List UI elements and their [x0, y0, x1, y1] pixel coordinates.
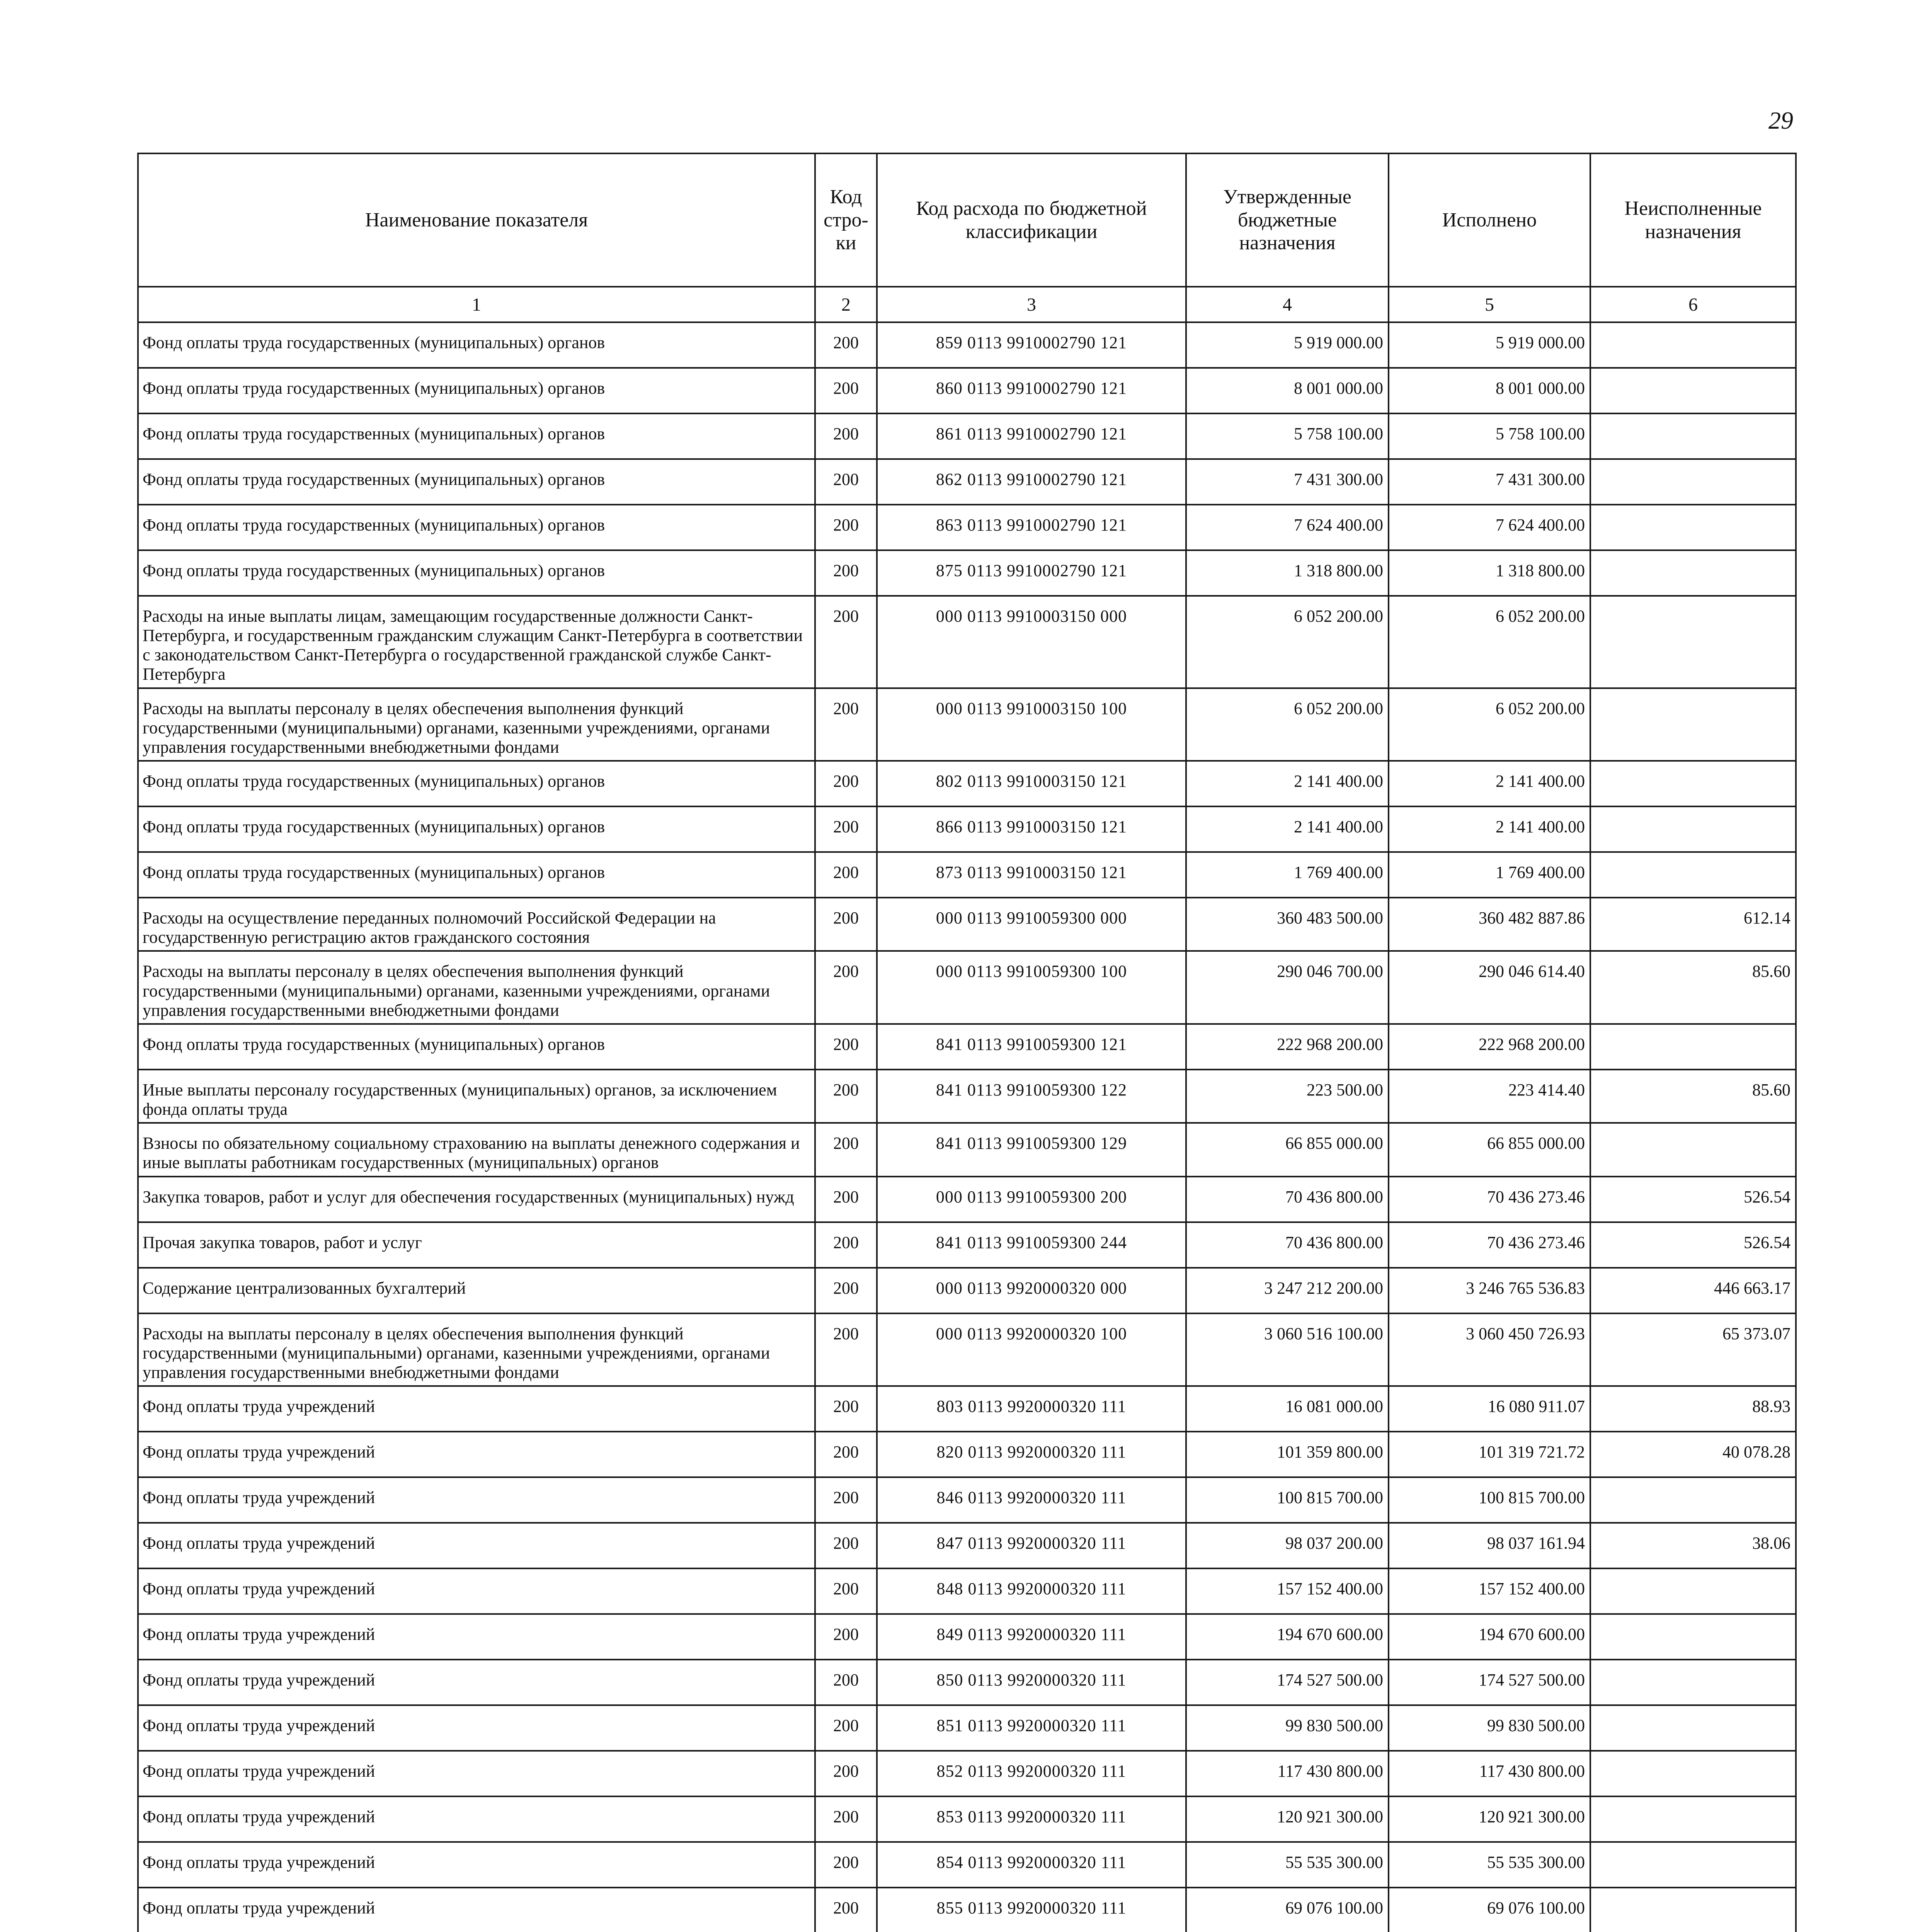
row-name: Фонд оплаты труда государственных (муниципальных) органов [138, 322, 815, 368]
table-row [138, 1796, 1796, 1842]
row-name: Фонд оплаты труда государственных (муниципальных) органов [138, 459, 815, 505]
row-name: Фонд оплаты труда государственных (муниципальных) органов [138, 1024, 815, 1070]
row-unexecuted: 526.54 [1590, 1177, 1796, 1222]
table-row [138, 596, 1796, 688]
row-unexecuted [1590, 550, 1796, 596]
row-approved: 7 431 300.00 [1186, 459, 1389, 505]
table-row [138, 1660, 1796, 1705]
row-approved: 223 500.00 [1186, 1070, 1389, 1123]
row-name: Фонд оплаты труда учреждений [138, 1432, 815, 1477]
table-row [138, 1313, 1796, 1386]
row-executed: 157 152 400.00 [1389, 1568, 1590, 1614]
row-expense-code: 841 0113 9910059300 122 [877, 1070, 1186, 1123]
table-row [138, 806, 1796, 852]
row-expense-code: 846 0113 9920000320 111 [877, 1477, 1186, 1523]
row-executed: 1 769 400.00 [1389, 852, 1590, 898]
row-expense-code: 873 0113 9910003150 121 [877, 852, 1186, 898]
row-unexecuted: 526.54 [1590, 1222, 1796, 1268]
row-line-code: 200 [815, 368, 877, 413]
row-line-code: 200 [815, 1705, 877, 1751]
row-approved: 1 769 400.00 [1186, 852, 1389, 898]
row-unexecuted [1590, 368, 1796, 413]
row-name: Фонд оплаты труда государственных (муниципальных) органов [138, 413, 815, 459]
table-row [138, 1888, 1796, 1932]
row-line-code: 200 [815, 322, 877, 368]
row-line-code: 200 [815, 1070, 877, 1123]
table-row [138, 368, 1796, 413]
row-expense-code: 851 0113 9920000320 111 [877, 1705, 1186, 1751]
table-row [138, 459, 1796, 505]
table-row [138, 1024, 1796, 1070]
row-executed: 101 319 721.72 [1389, 1432, 1590, 1477]
row-executed: 8 001 000.00 [1389, 368, 1590, 413]
row-line-code: 200 [815, 413, 877, 459]
row-expense-code: 000 0113 9920000320 100 [877, 1313, 1186, 1386]
row-line-code: 200 [815, 1024, 877, 1070]
row-line-code: 200 [815, 1177, 877, 1222]
row-name: Расходы на выплаты персоналу в целях обеспечения выполнения функций государственными (муниципальными) органами, казенными учреждениями, органами управления государственными внебюджетными фондами [138, 1313, 815, 1386]
row-name: Содержание централизованных бухгалтерий [138, 1268, 815, 1313]
row-unexecuted [1590, 1660, 1796, 1705]
row-name: Фонд оплаты труда учреждений [138, 1477, 815, 1523]
column-number: 2 [815, 287, 877, 322]
row-unexecuted [1590, 1842, 1796, 1888]
header-expense-code: Код расхода по бюджетной классификации [877, 153, 1186, 287]
row-expense-code: 820 0113 9920000320 111 [877, 1432, 1186, 1477]
row-unexecuted [1590, 852, 1796, 898]
row-approved: 55 535 300.00 [1186, 1842, 1389, 1888]
row-name: Фонд оплаты труда учреждений [138, 1660, 815, 1705]
row-line-code: 200 [815, 1386, 877, 1432]
row-unexecuted: 40 078.28 [1590, 1432, 1796, 1477]
row-line-code: 200 [815, 1842, 877, 1888]
row-line-code: 200 [815, 1796, 877, 1842]
row-expense-code: 854 0113 9920000320 111 [877, 1842, 1186, 1888]
row-executed: 7 431 300.00 [1389, 459, 1590, 505]
row-unexecuted: 85.60 [1590, 951, 1796, 1024]
table-row [138, 898, 1796, 951]
header-executed: Исполнено [1389, 153, 1590, 287]
row-name: Иные выплаты персоналу государственных (муниципальных) органов, за исключением фонда оплаты труда [138, 1070, 815, 1123]
row-name: Расходы на выплаты персоналу в целях обеспечения выполнения функций государственными (муниципальными) органами, казенными учреждениями, органами управления государственными внебюджетными фондами [138, 688, 815, 761]
table-row [138, 1705, 1796, 1751]
row-executed: 5 919 000.00 [1389, 322, 1590, 368]
row-expense-code: 853 0113 9920000320 111 [877, 1796, 1186, 1842]
row-line-code: 200 [815, 1614, 877, 1660]
row-executed: 194 670 600.00 [1389, 1614, 1590, 1660]
row-expense-code: 860 0113 9910002790 121 [877, 368, 1186, 413]
row-executed: 70 436 273.46 [1389, 1177, 1590, 1222]
table-row [138, 1477, 1796, 1523]
column-number: 3 [877, 287, 1186, 322]
row-line-code: 200 [815, 1523, 877, 1568]
row-name: Расходы на иные выплаты лицам, замещающим государственные должности Санкт-Петербурга, и государственным гражданским служащим Санкт-Петербурга в соответствии с законодательством Санкт-Петербурга о государственной гражданской службе Санкт-Петербурга [138, 596, 815, 688]
row-unexecuted: 65 373.07 [1590, 1313, 1796, 1386]
row-approved: 3 247 212 200.00 [1186, 1268, 1389, 1313]
row-expense-code: 850 0113 9920000320 111 [877, 1660, 1186, 1705]
row-approved: 222 968 200.00 [1186, 1024, 1389, 1070]
row-unexecuted: 612.14 [1590, 898, 1796, 951]
table-row [138, 322, 1796, 368]
row-unexecuted [1590, 1024, 1796, 1070]
row-unexecuted [1590, 1705, 1796, 1751]
row-executed: 1 318 800.00 [1389, 550, 1590, 596]
row-expense-code: 802 0113 9910003150 121 [877, 761, 1186, 806]
row-name: Закупка товаров, работ и услуг для обеспечения государственных (муниципальных) нужд [138, 1177, 815, 1222]
row-name: Взносы по обязательному социальному страхованию на выплаты денежного содержания и иные выплаты работникам государственных (муниципальных) органов [138, 1123, 815, 1176]
row-name: Фонд оплаты труда учреждений [138, 1751, 815, 1796]
row-name: Фонд оплаты труда учреждений [138, 1888, 815, 1932]
row-unexecuted [1590, 806, 1796, 852]
row-executed: 69 076 100.00 [1389, 1888, 1590, 1932]
column-number: 6 [1590, 287, 1796, 322]
row-executed: 117 430 800.00 [1389, 1751, 1590, 1796]
row-executed: 16 080 911.07 [1389, 1386, 1590, 1432]
row-name: Фонд оплаты труда учреждений [138, 1614, 815, 1660]
row-approved: 5 758 100.00 [1186, 413, 1389, 459]
row-unexecuted [1590, 1751, 1796, 1796]
column-number: 4 [1186, 287, 1389, 322]
row-expense-code: 841 0113 9910059300 121 [877, 1024, 1186, 1070]
row-approved: 70 436 800.00 [1186, 1222, 1389, 1268]
row-name: Фонд оплаты труда учреждений [138, 1796, 815, 1842]
row-executed: 6 052 200.00 [1389, 688, 1590, 761]
row-line-code: 200 [815, 806, 877, 852]
row-executed: 7 624 400.00 [1389, 505, 1590, 550]
row-expense-code: 859 0113 9910002790 121 [877, 322, 1186, 368]
row-executed: 3 060 450 726.93 [1389, 1313, 1590, 1386]
column-number-row [138, 287, 1796, 322]
row-approved: 7 624 400.00 [1186, 505, 1389, 550]
row-name: Фонд оплаты труда государственных (муниципальных) органов [138, 550, 815, 596]
row-expense-code: 862 0113 9910002790 121 [877, 459, 1186, 505]
table-row [138, 1123, 1796, 1176]
row-approved: 69 076 100.00 [1186, 1888, 1389, 1932]
row-approved: 157 152 400.00 [1186, 1568, 1389, 1614]
row-executed: 360 482 887.86 [1389, 898, 1590, 951]
header-approved: Утвержденные бюджетные назначения [1186, 153, 1389, 287]
row-executed: 223 414.40 [1389, 1070, 1590, 1123]
budget-execution-table [137, 153, 1797, 1932]
table-row [138, 1268, 1796, 1313]
row-unexecuted [1590, 688, 1796, 761]
row-approved: 174 527 500.00 [1186, 1660, 1389, 1705]
row-line-code: 200 [815, 688, 877, 761]
table-row [138, 1842, 1796, 1888]
row-executed: 100 815 700.00 [1389, 1477, 1590, 1523]
row-executed: 2 141 400.00 [1389, 761, 1590, 806]
row-expense-code: 875 0113 9910002790 121 [877, 550, 1186, 596]
row-approved: 101 359 800.00 [1186, 1432, 1389, 1477]
row-name: Фонд оплаты труда учреждений [138, 1705, 815, 1751]
row-line-code: 200 [815, 1568, 877, 1614]
row-line-code: 200 [815, 1751, 877, 1796]
row-approved: 98 037 200.00 [1186, 1523, 1389, 1568]
row-unexecuted: 88.93 [1590, 1386, 1796, 1432]
row-name: Фонд оплаты труда учреждений [138, 1523, 815, 1568]
row-approved: 100 815 700.00 [1186, 1477, 1389, 1523]
row-name: Расходы на осуществление переданных полномочий Российской Федерации на государственную регистрацию актов гражданского состояния [138, 898, 815, 951]
row-line-code: 200 [815, 951, 877, 1024]
header-line-code: Код стро-ки [815, 153, 877, 287]
row-unexecuted [1590, 1477, 1796, 1523]
table-row [138, 1568, 1796, 1614]
row-executed: 290 046 614.40 [1389, 951, 1590, 1024]
row-expense-code: 803 0113 9920000320 111 [877, 1386, 1186, 1432]
table-row [138, 1751, 1796, 1796]
row-expense-code: 847 0113 9920000320 111 [877, 1523, 1186, 1568]
row-approved: 120 921 300.00 [1186, 1796, 1389, 1842]
row-name: Фонд оплаты труда государственных (муниципальных) органов [138, 806, 815, 852]
row-name: Фонд оплаты труда государственных (муниципальных) органов [138, 761, 815, 806]
row-approved: 3 060 516 100.00 [1186, 1313, 1389, 1386]
row-line-code: 200 [815, 1888, 877, 1932]
row-expense-code: 849 0113 9920000320 111 [877, 1614, 1186, 1660]
row-name: Прочая закупка товаров, работ и услуг [138, 1222, 815, 1268]
row-name: Фонд оплаты труда государственных (муниципальных) органов [138, 852, 815, 898]
table-row [138, 505, 1796, 550]
table-row [138, 1222, 1796, 1268]
row-line-code: 200 [815, 1268, 877, 1313]
row-name: Фонд оплаты труда учреждений [138, 1842, 815, 1888]
row-unexecuted [1590, 1123, 1796, 1176]
row-line-code: 200 [815, 596, 877, 688]
row-line-code: 200 [815, 1313, 877, 1386]
table-row [138, 1523, 1796, 1568]
row-expense-code: 848 0113 9920000320 111 [877, 1568, 1186, 1614]
row-expense-code: 855 0113 9920000320 111 [877, 1888, 1186, 1932]
row-expense-code: 000 0113 9910059300 200 [877, 1177, 1186, 1222]
row-expense-code: 861 0113 9910002790 121 [877, 413, 1186, 459]
row-line-code: 200 [815, 898, 877, 951]
table-body [138, 322, 1796, 1932]
row-unexecuted [1590, 1796, 1796, 1842]
row-executed: 222 968 200.00 [1389, 1024, 1590, 1070]
table-row [138, 761, 1796, 806]
table-row [138, 1386, 1796, 1432]
row-line-code: 200 [815, 1123, 877, 1176]
row-line-code: 200 [815, 1660, 877, 1705]
row-expense-code: 000 0113 9910003150 100 [877, 688, 1186, 761]
row-approved: 5 919 000.00 [1186, 322, 1389, 368]
row-name: Расходы на выплаты персоналу в целях обеспечения выполнения функций государственными (муниципальными) органами, казенными учреждениями, органами управления государственными внебюджетными фондами [138, 951, 815, 1024]
row-executed: 98 037 161.94 [1389, 1523, 1590, 1568]
row-line-code: 200 [815, 761, 877, 806]
row-executed: 99 830 500.00 [1389, 1705, 1590, 1751]
row-expense-code: 841 0113 9910059300 129 [877, 1123, 1186, 1176]
column-number: 1 [138, 287, 815, 322]
row-executed: 2 141 400.00 [1389, 806, 1590, 852]
row-approved: 99 830 500.00 [1186, 1705, 1389, 1751]
row-line-code: 200 [815, 459, 877, 505]
row-expense-code: 866 0113 9910003150 121 [877, 806, 1186, 852]
table-row [138, 1070, 1796, 1123]
row-approved: 290 046 700.00 [1186, 951, 1389, 1024]
row-line-code: 200 [815, 550, 877, 596]
row-line-code: 200 [815, 1477, 877, 1523]
row-approved: 360 483 500.00 [1186, 898, 1389, 951]
row-unexecuted [1590, 459, 1796, 505]
row-expense-code: 000 0113 9910059300 000 [877, 898, 1186, 951]
row-expense-code: 000 0113 9910003150 000 [877, 596, 1186, 688]
table-header [138, 153, 1796, 322]
row-expense-code: 863 0113 9910002790 121 [877, 505, 1186, 550]
row-approved: 66 855 000.00 [1186, 1123, 1389, 1176]
row-approved: 117 430 800.00 [1186, 1751, 1389, 1796]
row-line-code: 200 [815, 1222, 877, 1268]
row-unexecuted: 446 663.17 [1590, 1268, 1796, 1313]
row-unexecuted [1590, 413, 1796, 459]
row-executed: 55 535 300.00 [1389, 1842, 1590, 1888]
column-number: 5 [1389, 287, 1590, 322]
row-approved: 70 436 800.00 [1186, 1177, 1389, 1222]
row-unexecuted [1590, 1614, 1796, 1660]
row-approved: 1 318 800.00 [1186, 550, 1389, 596]
row-unexecuted [1590, 1888, 1796, 1932]
row-approved: 6 052 200.00 [1186, 596, 1389, 688]
row-executed: 6 052 200.00 [1389, 596, 1590, 688]
row-approved: 16 081 000.00 [1186, 1386, 1389, 1432]
row-expense-code: 841 0113 9910059300 244 [877, 1222, 1186, 1268]
row-expense-code: 000 0113 9920000320 000 [877, 1268, 1186, 1313]
row-executed: 174 527 500.00 [1389, 1660, 1590, 1705]
row-executed: 120 921 300.00 [1389, 1796, 1590, 1842]
row-name: Фонд оплаты труда государственных (муниципальных) органов [138, 505, 815, 550]
table-row [138, 550, 1796, 596]
row-approved: 2 141 400.00 [1186, 806, 1389, 852]
row-unexecuted [1590, 505, 1796, 550]
row-executed: 3 246 765 536.83 [1389, 1268, 1590, 1313]
row-approved: 2 141 400.00 [1186, 761, 1389, 806]
row-line-code: 200 [815, 505, 877, 550]
row-name: Фонд оплаты труда государственных (муниципальных) органов [138, 368, 815, 413]
header-unexecuted: Неисполненные назначения [1590, 153, 1796, 287]
row-executed: 66 855 000.00 [1389, 1123, 1590, 1176]
table-row [138, 1614, 1796, 1660]
row-approved: 194 670 600.00 [1186, 1614, 1389, 1660]
row-unexecuted: 38.06 [1590, 1523, 1796, 1568]
row-unexecuted: 85.60 [1590, 1070, 1796, 1123]
row-line-code: 200 [815, 852, 877, 898]
table-row [138, 852, 1796, 898]
row-approved: 8 001 000.00 [1186, 368, 1389, 413]
row-line-code: 200 [815, 1432, 877, 1477]
row-unexecuted [1590, 322, 1796, 368]
row-unexecuted [1590, 1568, 1796, 1614]
table-row [138, 951, 1796, 1024]
header-row [138, 153, 1796, 287]
row-name: Фонд оплаты труда учреждений [138, 1386, 815, 1432]
table-row [138, 1177, 1796, 1222]
row-unexecuted [1590, 596, 1796, 688]
row-executed: 5 758 100.00 [1389, 413, 1590, 459]
table-row [138, 413, 1796, 459]
row-name: Фонд оплаты труда учреждений [138, 1568, 815, 1614]
row-unexecuted [1590, 761, 1796, 806]
row-approved: 6 052 200.00 [1186, 688, 1389, 761]
header-name: Наименование показателя [138, 153, 815, 287]
page-number: 29 [1768, 107, 1793, 134]
table-row [138, 688, 1796, 761]
row-expense-code: 000 0113 9910059300 100 [877, 951, 1186, 1024]
row-executed: 70 436 273.46 [1389, 1222, 1590, 1268]
table-row [138, 1432, 1796, 1477]
row-expense-code: 852 0113 9920000320 111 [877, 1751, 1186, 1796]
